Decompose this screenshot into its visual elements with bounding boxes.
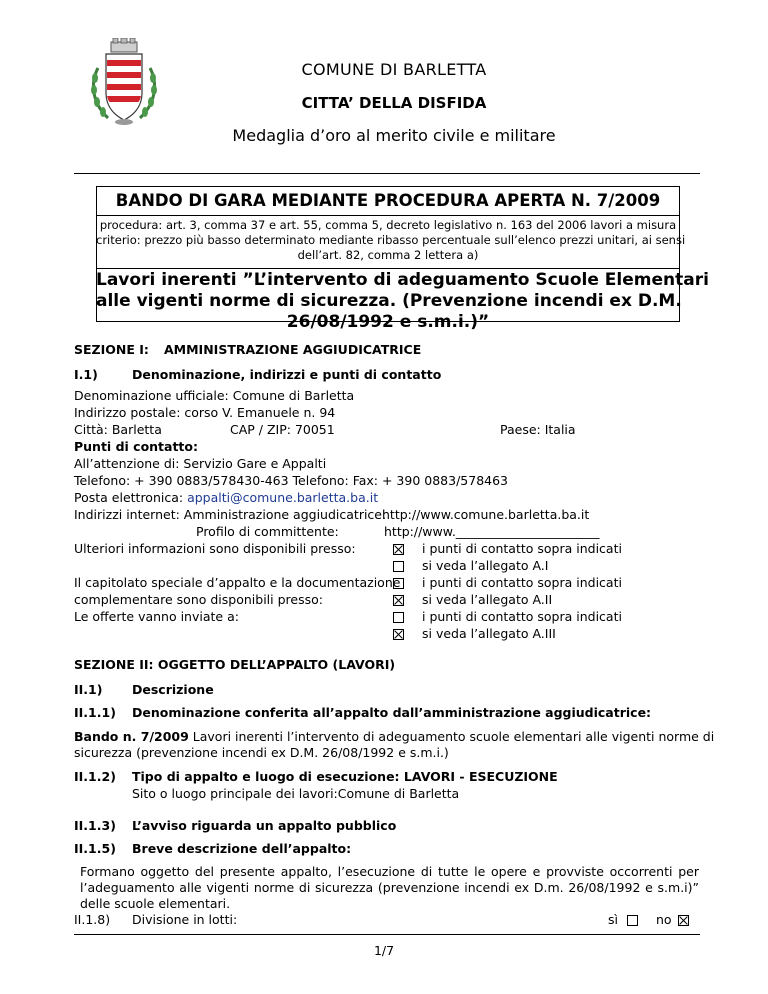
tender-title: BANDO DI GARA MEDIANTE PROCEDURA APERTA N. 7/2009 bbox=[115, 191, 661, 210]
procedure-line-3: dell’art. 82, comma 2 lettera a) bbox=[297, 248, 479, 262]
section-1-1-number: I.1) bbox=[74, 367, 98, 382]
footer-divider bbox=[74, 934, 700, 935]
contact-option-checkbox[interactable] bbox=[393, 612, 404, 623]
profile-label: Profilo di committente: bbox=[196, 524, 339, 539]
section-2-1-2-number: II.1.2) bbox=[74, 769, 116, 784]
contact-option-checkbox[interactable] bbox=[393, 544, 404, 555]
further-info-label: Ulteriori informazioni sono disponibili presso: bbox=[74, 541, 356, 556]
official-name: Denominazione ufficiale: Comune di Barletta bbox=[74, 388, 355, 403]
email-link[interactable]: appalti@comune.barletta.ba.it bbox=[187, 490, 379, 505]
city-motto: CITTA’ DELLA DISFIDA bbox=[301, 94, 487, 112]
country: Paese: Italia bbox=[500, 422, 576, 437]
docs-label-line-2: complementare sono disponibili presso: bbox=[74, 592, 323, 607]
section-1-1-title: Denominazione, indirizzi e punti di contatto bbox=[132, 367, 442, 382]
email-row bbox=[74, 490, 378, 506]
contact-option-label: si veda l’allegato A.II bbox=[422, 592, 553, 607]
postal-address: Indirizzo postale: corso V. Emanuele n. 94 bbox=[74, 405, 336, 420]
contact-points-heading: Punti di contatto: bbox=[74, 439, 198, 454]
section-2-title: SEZIONE II: OGGETTO DELL’APPALTO (LAVORI) bbox=[74, 657, 396, 672]
lots-yes-checkbox[interactable] bbox=[627, 915, 638, 926]
section-1-label: SEZIONE I: bbox=[74, 342, 149, 357]
internet-label: Indirizzi internet: Amministrazione aggiudicatrice: bbox=[74, 507, 387, 522]
contact-option-label: si veda l’allegato A.I bbox=[422, 558, 549, 573]
municipality-name: COMUNE DI BARLETTA bbox=[301, 60, 487, 79]
contact-option-checkbox[interactable] bbox=[393, 629, 404, 640]
section-2-1-8-number: II.1.8) bbox=[74, 912, 111, 927]
section-2-1-1-number: II.1.1) bbox=[74, 705, 116, 720]
section-2-1-5-title: Breve descrizione dell’appalto: bbox=[132, 841, 352, 856]
section-2-1-8-title: Divisione in lotti: bbox=[132, 912, 238, 927]
works-title-line-1: Lavori inerenti ”L’intervento di adeguamento Scuole Elementari bbox=[96, 270, 709, 290]
zip-code: CAP / ZIP: 70051 bbox=[230, 422, 335, 437]
phone-fax: Telefono: + 390 0883/578430-463 Telefono: Fax: + 390 0883/578463 bbox=[74, 473, 509, 488]
medal-caption: Medaglia d’oro al merito civile e militare bbox=[232, 126, 556, 145]
lots-no-label: no bbox=[656, 912, 672, 927]
title-separator-1 bbox=[96, 215, 680, 216]
procedure-line-1: procedura: art. 3, comma 37 e art. 55, comma 5, decreto legislativo n. 163 del 2006 lavori a misura bbox=[99, 218, 677, 232]
profile-url[interactable]: http://www._______________________ bbox=[384, 524, 600, 539]
docs-label-line-1: Il capitolato speciale d’appalto e la documentazione bbox=[74, 575, 401, 590]
contract-description: Formano oggetto del presente appalto, l’esecuzione di tutte le opere e provviste occorrenti per l’adeguamento alle vigenti norme di sicurezza (prevenzione incendi ex D.m. 26/08/1992 e s.m.i)” delle scuole elementari. bbox=[80, 864, 699, 911]
title-separator-2 bbox=[96, 268, 680, 269]
bando-number: Bando n. 7/2009 bbox=[74, 729, 189, 744]
lots-yes-label: sì bbox=[608, 912, 618, 927]
bando-line-1 bbox=[74, 729, 714, 745]
coat-of-arms-icon bbox=[84, 38, 164, 128]
page-number: 1/7 bbox=[373, 943, 395, 958]
contact-option-label: i punti di contatto sopra indicati bbox=[422, 575, 622, 590]
contact-option-checkbox[interactable] bbox=[393, 578, 404, 589]
section-2-1-3-number: II.1.3) bbox=[74, 818, 116, 833]
lots-no-checkbox[interactable] bbox=[678, 915, 689, 926]
section-2-1-2-title: Tipo di appalto e luogo di esecuzione: LAVORI - ESECUZIONE bbox=[132, 769, 558, 784]
internet-url[interactable]: http://www.comune.barletta.ba.it bbox=[382, 507, 590, 522]
works-title-line-3: 26/08/1992 e s.m.i.)” bbox=[286, 312, 490, 332]
city: Città: Barletta bbox=[74, 422, 162, 437]
section-2-1-5-number: II.1.5) bbox=[74, 841, 116, 856]
section-2-1-number: II.1) bbox=[74, 682, 103, 697]
section-2-1-3-title: L’avviso riguarda un appalto pubblico bbox=[132, 818, 397, 833]
works-title-line-2: alle vigenti norme di sicurezza. (Prevenzione incendi ex D.M. bbox=[96, 291, 682, 311]
offers-label: Le offerte vanno inviate a: bbox=[74, 609, 239, 624]
section-2-1-title: Descrizione bbox=[132, 682, 214, 697]
email-label: Posta elettronica: bbox=[74, 490, 188, 505]
works-location: Sito o luogo principale dei lavori:Comune di Barletta bbox=[132, 786, 460, 801]
section-2-1-1-title: Denominazione conferita all’appalto dall’amministrazione aggiudicatrice: bbox=[132, 705, 652, 720]
contact-option-checkbox[interactable] bbox=[393, 561, 404, 572]
procedure-line-2: criterio: prezzo più basso determinato mediante ribasso percentuale sull’elenco prezzi unitari, ai sensi bbox=[96, 233, 686, 247]
section-1-title: AMMINISTRAZIONE AGGIUDICATRICE bbox=[164, 342, 422, 357]
contact-option-label: si veda l’allegato A.III bbox=[422, 626, 556, 641]
contact-option-checkbox[interactable] bbox=[393, 595, 404, 606]
header-divider bbox=[74, 173, 700, 174]
contact-option-label: i punti di contatto sopra indicati bbox=[422, 609, 622, 624]
contact-option-label: i punti di contatto sopra indicati bbox=[422, 541, 622, 556]
bando-text-1: Lavori inerenti l’intervento di adeguamento scuole elementari alle vigenti norme di bbox=[188, 729, 715, 744]
bando-line-2: sicurezza (prevenzione incendi ex D.M. 26/08/1992 e s.m.i.) bbox=[74, 745, 449, 760]
attention-to: All’attenzione di: Servizio Gare e Appalti bbox=[74, 456, 327, 471]
